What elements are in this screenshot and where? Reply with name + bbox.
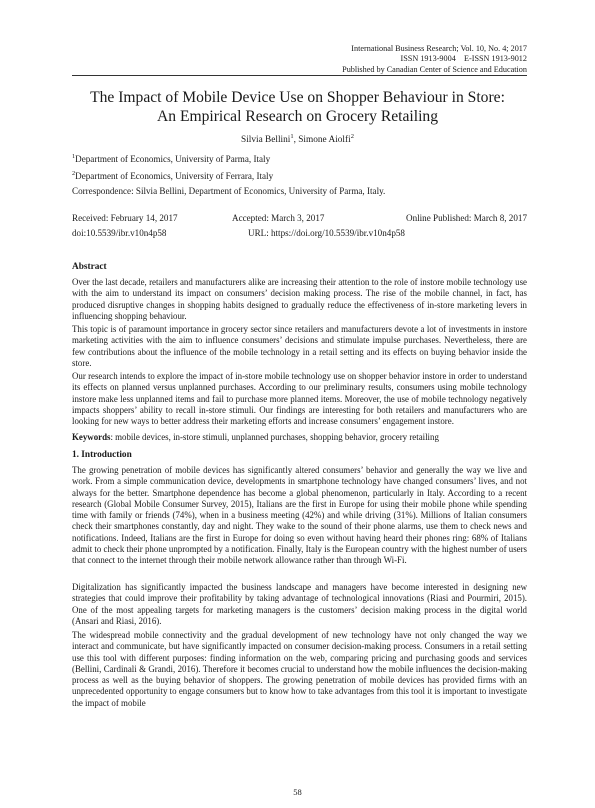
keywords-text: : mobile devices, in-store stimuli, unplanned purchases, shopping behavior, grocery retailing	[110, 432, 439, 442]
correspondence: Correspondence: Silvia Bellini, Department of Economics, University of Parma, Italy.	[72, 186, 386, 196]
affiliation	[72, 170, 273, 181]
affiliation-marker: 1	[72, 153, 76, 160]
body-paragraph: Digitalization has significantly impacted the business landscape and managers have become interested in designing new strategies that could improve their profitability by taking advantage of technological innovations (Riasi and Pourmiri, 2015). One of the most appealing targets for marketing managers is the customers’ decision making process in the digital world (Ansari and Riasi, 2016).	[72, 582, 527, 626]
abstract-heading: Abstract	[72, 262, 107, 272]
received-date: Received: February 14, 2017	[72, 213, 178, 223]
abstract-paragraph: This topic is of paramount importance in grocery sector since retailers and manufacturers devote a lot of investments in instore marketing activities with the aim to influence consumers’ decisions and stimulate impulse purchases. Nevertheless, there are few contributions about the influence of the mobile technology in a retail setting and its effects on buying behavior inside the store.	[72, 324, 527, 368]
body-paragraph: The growing penetration of mobile devices has significantly altered consumers’ behavior and generally the way we live and work. From a simple communication device, developments in smartphone technology have changed consumers’ lives, and not always for the better. Smartphone dependence has become a global phenomenon, particularly in Italy. According to a recent research (Global Mobile Consumer Survey, 2015), Italians are the first in Europe for using their mobile phone while spending time with family or friends (74%), when in a business meeting (42%) and while driving (31%). Millions of Italian consumers check their smartphones constantly, day and night. They wake to the sound of their phone alarms, use them to check news and notifications. Indeed, Italians are the first in Europe for doing so even without having heard their phones ring: 68% of Italians admit to check their phone unprompted by a notification. Finally, Italy is the European country with the highest number of users that connect to the internet through their mobile network allowance rather than through Wi-Fi.	[72, 465, 527, 566]
accepted-date: Accepted: March 3, 2017	[232, 213, 325, 223]
body-paragraph: The widespread mobile connectivity and the gradual development of new technology have not only changed the way we interact and communicate, but have significantly impacted on consumer decision-making process. Consumers in a retail setting use this tool with different purposes: finding information on the web, comparing pricing and purchasing goods and services (Bellini, Cardinali & Grandi, 2016). Therefore it becomes crucial to understand how the mobile influences the decision-making process as well as the buying behavior of shoppers. The growing penetration of mobile devices has provided firms with an unprecedented opportunity to engage consumers but to know how to take advantages from this tool it is important to investigate the impact of mobile	[72, 630, 527, 708]
published-date: Online Published: March 8, 2017	[406, 213, 527, 223]
title-line-1: The Impact of Mobile Device Use on Shopper Behaviour in Store:	[90, 89, 505, 106]
author-list	[60, 133, 535, 145]
introduction-heading: 1. Introduction	[72, 450, 132, 460]
article-title	[60, 89, 535, 126]
journal-issn: ISSN 1913-9004 E-ISSN 1913-9012	[400, 54, 527, 64]
author-name: Silvia Bellini	[241, 135, 291, 146]
doi: doi:10.5539/ibr.v10n4p58	[72, 228, 167, 238]
header-divider	[72, 75, 527, 76]
affiliation-text: Department of Economics, University of Parma, Italy	[75, 154, 271, 165]
abstract-paragraph: Our research intends to explore the impact of in-store mobile technology use on shopper behavior instore in order to understand its effects on planned versus unplanned purchases. According to our preliminary results, consumers using mobile technology instore make less unplanned items and fail to purchase more planned items. Moreover, the use of mobile technology negatively impacts shoppers’ ability to recall in-store stimuli. Our findings are interesting for both retailers and manufacturers who are looking for new ways to better address their marketing efforts and increase consumers’ engagement instore.	[72, 371, 527, 427]
title-line-2: An Empirical Research on Grocery Retailing	[156, 107, 439, 125]
author-name: Simone Aiolfi	[298, 135, 351, 146]
affiliation	[72, 153, 270, 164]
article-url[interactable]: URL: https://doi.org/10.5539/ibr.v10n4p58	[248, 228, 405, 238]
page-number: 58	[293, 787, 302, 797]
author-affil-marker: 1	[290, 133, 294, 140]
keywords	[72, 432, 527, 442]
journal-publisher: Published by Canadian Center of Science and Education	[342, 64, 527, 74]
abstract-paragraph: Over the last decade, retailers and manufacturers alike are increasing their attention to the role of instore mobile technology use with the aim to understand its impact on consumers’ decision making process. The rise of the mobile channel, in fact, has produced disruptive changes in shopping habits designed to gradually reduce the effectiveness of in-store marketing levers in influencing shopping behaviour.	[72, 277, 527, 321]
author-affil-marker: 2	[350, 133, 354, 140]
author-separator: ,	[293, 135, 299, 146]
affiliation-text: Department of Economics, University of Ferrara, Italy	[75, 171, 274, 182]
affiliation-marker: 2	[72, 170, 76, 177]
keywords-label: Keywords	[72, 432, 111, 442]
journal-citation: International Business Research; Vol. 10, No. 4; 2017	[351, 44, 527, 53]
journal-header	[227, 44, 527, 75]
